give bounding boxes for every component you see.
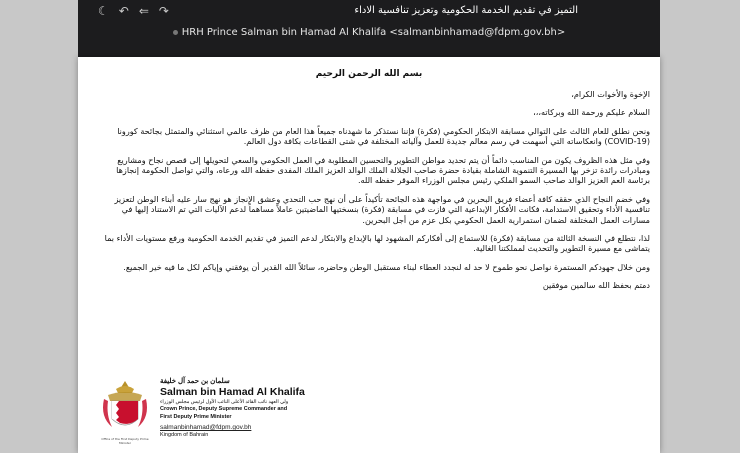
sender-address: HRH Prince Salman bin Hamad Al Khalifa <salmanbinhamad@fdpm.gov.bh> (181, 27, 566, 38)
toolbar-icons (98, 4, 169, 18)
paragraph-2: وفي مثل هذه الظروف يكون من المناسب دائماً أن يتم تحديد مواطن التطوير والتحسين المطلوبة في العمل الحكومي والسعي لتحويلها إلى قصص نجاح ومشاريع ومبادرات رائدة تزخر بها المسيرة التنموية الشاملة بقيادة حضرة صاحب الجلالة الملك الوالد العزيز الملك المفدى حفظه الله ورعاه، والتي تواصل الحكومة إنجازها برئاسة العم العزيز الوالد صاحب السمو الملكي رئيس مجلس الوزراء الموقر حفظه الله. (116, 154, 650, 186)
sender-avatar-icon (173, 30, 178, 35)
signature-title-line-2: First Deputy Prime Minister (160, 413, 232, 420)
salutation: السلام عليكم ورحمة الله وبركاته،،، (533, 107, 650, 118)
reply-all-icon[interactable]: ⇐ (138, 4, 149, 18)
signature-name-arabic: سلمان بن حمد آل خليفة (160, 378, 230, 385)
email-header (78, 0, 660, 57)
signature-email-link[interactable]: salmanbinhamad@fdpm.gov.bh (160, 424, 252, 431)
paragraph-4: لذا، نتطلع في النسخة الثالثة من مسابقة (فكرة) للاستماع إلى أفكاركم المشهود لها بالإبداع والابتكار لدعم التميز في تقديم الخدمة الحكومية ورفع مستويات الأداء بما يتماشى مع مسيرة التطوير والتحديث لمملكتنا الغالية. (104, 233, 650, 254)
greeting: الإخوة والأخوات الكرام، (571, 89, 650, 99)
forward-icon[interactable]: ↷ (158, 4, 169, 18)
signature-title-arabic: ولي العهد نائب القائد الأعلى النائب الأول لرئيس مجلس الوزراء (160, 399, 289, 405)
signature-name-english: Salman bin Hamad Al Khalifa (160, 386, 305, 398)
reply-icon[interactable]: ↶ (118, 4, 129, 18)
signature-title-line-1: Crown Prince, Deputy Supreme Commander and (160, 406, 288, 412)
paragraph-3: وفي خضم النجاح الذي حققه كافة أعضاء فريق البحرين في مواجهة هذه الجائحة تأكيداً على أن نهج حب التحدي وعشق الإنجاز هو نهج سار عليه أبناء الوطن لتعزيز تنافسية الأداء وتحقيق الاستدامة، فكانت الأفكار الإبداعية التي فازت في مسابقة (فكرة) بنسختيها الماضيتين عاملاً مساهماً لدعم الآليات التي تم الاستناد إليها في مسارات العمل المختلفة لضمان استمرارية العمل الحكومي بكل عزم من أجل البحرين. (114, 193, 650, 225)
signature-lines (160, 377, 305, 438)
email-body-card (78, 57, 660, 453)
closing-line: دمتم بحفظ الله سالمين موفقين (542, 280, 650, 291)
email-subject: التميز في تقديم الخدمة الحكومية وتعزيز تنافسية الاداء (354, 5, 578, 16)
paragraph-5: ومن خلال جهودكم المستمرة نواصل نحو طموح لا حد له لنجدد العطاء لبناء مستقبل الوطن وحاضره، سائلاً الله القدير أن يوفقني وإياكم لكل ما فيه خير الجميع. (123, 261, 650, 272)
email-sender[interactable] (78, 27, 660, 38)
emblem-caption: Office of the First Deputy Prime Minister (101, 437, 149, 445)
email-body-text (92, 89, 650, 299)
email-signature (96, 377, 386, 453)
moon-icon[interactable]: ☾ (98, 4, 109, 18)
bismillah-heading: بسم الله الرحمن الرحيم (315, 69, 423, 79)
signature-country: Kingdom of Bahrain (160, 432, 209, 438)
paragraph-1: ونحن نطلق للعام الثالث على التوالي مسابقة الابتكار الحكومي (فكرة) فإننا نستذكر ما شهدناه جميعاً هذا العام من ظرف عالمي استثنائي والمتمثل بجائحة كورونا (COVID-19) وانعكاساته التي أسهمت في رسم معالم جديدة للعمل وآلياته المختلفة في شتى القطاعات بكافة دول العالم. (117, 125, 650, 147)
